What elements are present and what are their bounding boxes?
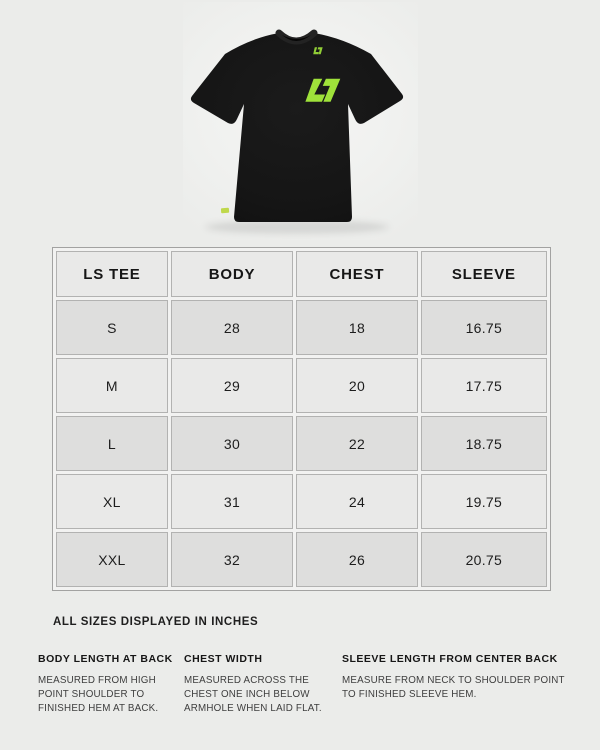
tshirt-body	[191, 33, 403, 222]
header-row	[56, 251, 547, 297]
sleeve-value: 18.75	[421, 416, 547, 471]
table-row-m	[56, 358, 547, 413]
table-row-xl	[56, 474, 547, 529]
tshirt-graphic	[183, 2, 418, 240]
definition-description: MEASURE FROM NECK TO SHOULDER POINT TO FINISHED SLEEVE HEM.	[342, 675, 565, 700]
hem-tag	[221, 208, 229, 214]
body-value: 32	[171, 532, 293, 587]
definition-chest-width	[184, 653, 336, 716]
size-label: S	[56, 300, 168, 355]
measurement-definitions	[0, 653, 600, 743]
size-chart-table	[52, 247, 551, 591]
definition-title: SLEEVE LENGTH FROM CENTER BACK	[342, 653, 558, 665]
size-label: L	[56, 416, 168, 471]
chest-value: 26	[296, 532, 417, 587]
definition-description: MEASURED ACROSS THE CHEST ONE INCH BELOW ARMHOLE WHEN LAID FLAT.	[184, 675, 322, 714]
sleeve-value: 17.75	[421, 358, 547, 413]
chest-value: 20	[296, 358, 417, 413]
shirt-shadow	[205, 220, 389, 234]
body-value: 29	[171, 358, 293, 413]
sleeve-value: 20.75	[421, 532, 547, 587]
column-header-chest: CHEST	[296, 251, 417, 297]
definition-title: CHEST WIDTH	[184, 653, 263, 665]
column-header-sleeve: SLEEVE	[421, 251, 547, 297]
chest-value: 24	[296, 474, 417, 529]
table-row-l	[56, 416, 547, 471]
definition-title: BODY LENGTH AT BACK	[38, 653, 173, 665]
product-photo	[183, 2, 418, 240]
definition-sleeve-length	[342, 653, 566, 702]
body-value: 30	[171, 416, 293, 471]
units-note: ALL SIZES DISPLAYED IN INCHES	[53, 616, 259, 628]
chest-value: 18	[296, 300, 417, 355]
definition-description: MEASURED FROM HIGH POINT SHOULDER TO FINISHED HEM AT BACK.	[38, 675, 159, 714]
sleeve-value: 16.75	[421, 300, 547, 355]
table-row-xxl	[56, 532, 547, 587]
chest-value: 22	[296, 416, 417, 471]
size-label: XL	[56, 474, 168, 529]
column-header-ls-tee: LS TEE	[56, 251, 168, 297]
body-value: 28	[171, 300, 293, 355]
definition-body-length	[38, 653, 178, 716]
column-header-body: BODY	[171, 251, 293, 297]
body-value: 31	[171, 474, 293, 529]
size-label: XXL	[56, 532, 168, 587]
table-row-s	[56, 300, 547, 355]
sleeve-value: 19.75	[421, 474, 547, 529]
size-label: M	[56, 358, 168, 413]
